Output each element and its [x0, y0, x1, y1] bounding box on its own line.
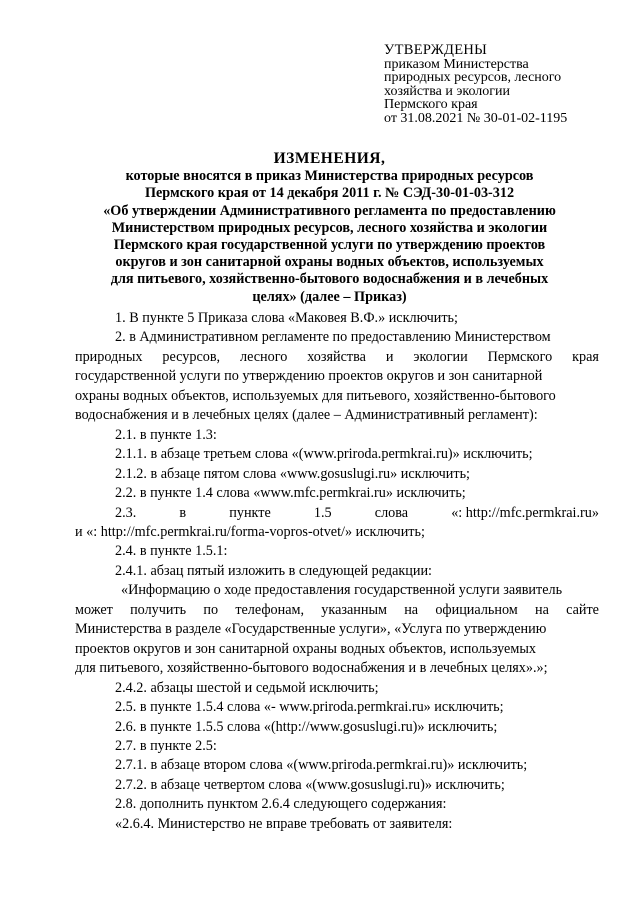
document-body: [75, 309, 599, 834]
item-2-7: 2.7. в пункте 2.5:: [115, 737, 217, 754]
word: экологии: [413, 348, 468, 365]
item-2-1: 2.1. в пункте 1.3:: [115, 426, 217, 443]
title-line: «Об утверждении Административного регламента по предоставлению: [103, 202, 556, 219]
approval-line: Пермского края: [384, 97, 478, 113]
item-2-6-4: «2.6.4. Министерство не вправе требовать от заявителя:: [115, 815, 453, 832]
item-2-7-1: 2.7.1. в абзаце втором слова «(www.priroda.permkrai.ru)» исключить;: [115, 757, 528, 774]
title-line: Министерством природных ресурсов, лесного хозяйства и экологии: [111, 219, 548, 236]
word: природных: [75, 348, 143, 365]
approval-heading: УТВЕРЖДЕНЫ: [384, 42, 488, 58]
document-title: [97, 150, 562, 306]
approval-line: природных ресурсов, лесного: [384, 70, 562, 86]
word: может: [75, 601, 113, 618]
item-2-line: охраны водных объектов, используемых для питьевого, хозяйственно-бытового: [75, 387, 556, 404]
item-2-1-1: 2.1.1. в абзаце третьем слова «(www.priroda.permkrai.ru)» исключить;: [115, 446, 533, 463]
item-2-1-2: 2.1.2. в абзаце пятом слова «www.gosuslugi.ru» исключить;: [115, 465, 470, 482]
title-heading: ИЗМЕНЕНИЯ,: [273, 150, 386, 167]
item-2-5: 2.5. в пункте 1.5.4 слова «- www.priroda.permkrai.ru» исключить;: [115, 699, 504, 716]
quote-line: «Информацию о ходе предоставления государственной услуги заявитель: [121, 582, 563, 599]
item-2-4-1: 2.4.1. абзац пятый изложить в следующей редакции:: [115, 562, 432, 579]
word: и: [385, 348, 394, 365]
word: на: [535, 601, 549, 618]
approval-block: [384, 44, 624, 126]
word: «: http://mfc.permkrai.ru»: [451, 504, 599, 521]
title-line: для питьевого, хозяйственно-бытового водоснабжения и в лечебных: [110, 271, 549, 288]
quote-line: [75, 601, 599, 620]
word: лесного: [240, 348, 288, 365]
item-2-8: 2.8. дополнить пунктом 2.6.4 следующего содержания:: [115, 796, 447, 813]
quote-line: Министерства в разделе «Государственные услуги», «Услуга по утверждению: [75, 621, 547, 638]
title-line: Пермского края от 14 декабря 2011 г. № СЭД-30-01-03-312: [144, 185, 515, 202]
item-2: 2. в Административном регламенте по предоставлению Министерством: [115, 329, 551, 346]
item-2-4-2: 2.4.2. абзацы шестой и седьмой исключить;: [115, 679, 379, 696]
word: края: [572, 348, 599, 365]
word: ресурсов,: [162, 348, 221, 365]
item-2-4: 2.4. в пункте 1.5.1:: [115, 543, 228, 560]
word: официальном: [435, 601, 518, 618]
word: на: [404, 601, 419, 618]
approval-line: приказом Министерства: [384, 56, 529, 72]
approval-date-number: от 31.08.2021 № 30-01-02-1195: [384, 110, 568, 126]
item-2-6: 2.6. в пункте 1.5.5 слова «(http://www.gosuslugi.ru)» исключить;: [115, 718, 498, 735]
item-2-line: [75, 348, 599, 367]
word: 2.3.: [115, 504, 137, 521]
word: 1.5: [313, 504, 332, 521]
quote-line: проектов округов и зон санитарной охраны водных объектов, используемых: [75, 640, 536, 657]
item-2-2: 2.2. в пункте 1.4 слова «www.mfc.permkrai.ru» исключить;: [115, 485, 466, 502]
title-line: целях» (далее – Приказ): [252, 288, 407, 305]
word: в: [179, 504, 187, 521]
word: сайте: [566, 601, 599, 618]
item-2-3-line: и «: http://mfc.permkrai.ru/forma-vopros-otvet/» исключить;: [75, 523, 425, 540]
word: указанным: [321, 601, 387, 618]
word: пункте: [229, 504, 271, 521]
word: телефонам,: [235, 601, 305, 618]
item-2-7-2: 2.7.2. в абзаце четвертом слова «(www.gosuslugi.ru)» исключить;: [115, 776, 505, 793]
word: по: [203, 601, 219, 618]
word: Пермского: [487, 348, 553, 365]
word: хозяйства: [307, 348, 366, 365]
approval-line: хозяйства и экологии: [384, 83, 511, 99]
quote-line: для питьевого, хозяйственно-бытового водоснабжения и в лечебных целях».»;: [75, 660, 548, 677]
word: получить: [130, 601, 187, 618]
item-1: 1. В пункте 5 Приказа слова «Маковея В.Ф.» исключить;: [115, 310, 458, 326]
title-line: которые вносятся в приказ Министерства природных ресурсов: [125, 168, 534, 185]
item-2-line: государственной услуги по утверждению проектов округов и зон санитарной: [75, 368, 543, 385]
word: слова: [374, 504, 409, 521]
item-2-line: водоснабжения и в лечебных целях (далее – Административный регламент):: [75, 407, 538, 424]
title-line: округов и зон санитарной охраны водных объектов, используемых: [115, 254, 544, 271]
item-2-3: [75, 504, 599, 523]
title-line: Пермского края государственной услуги по утверждению проектов: [113, 237, 546, 254]
